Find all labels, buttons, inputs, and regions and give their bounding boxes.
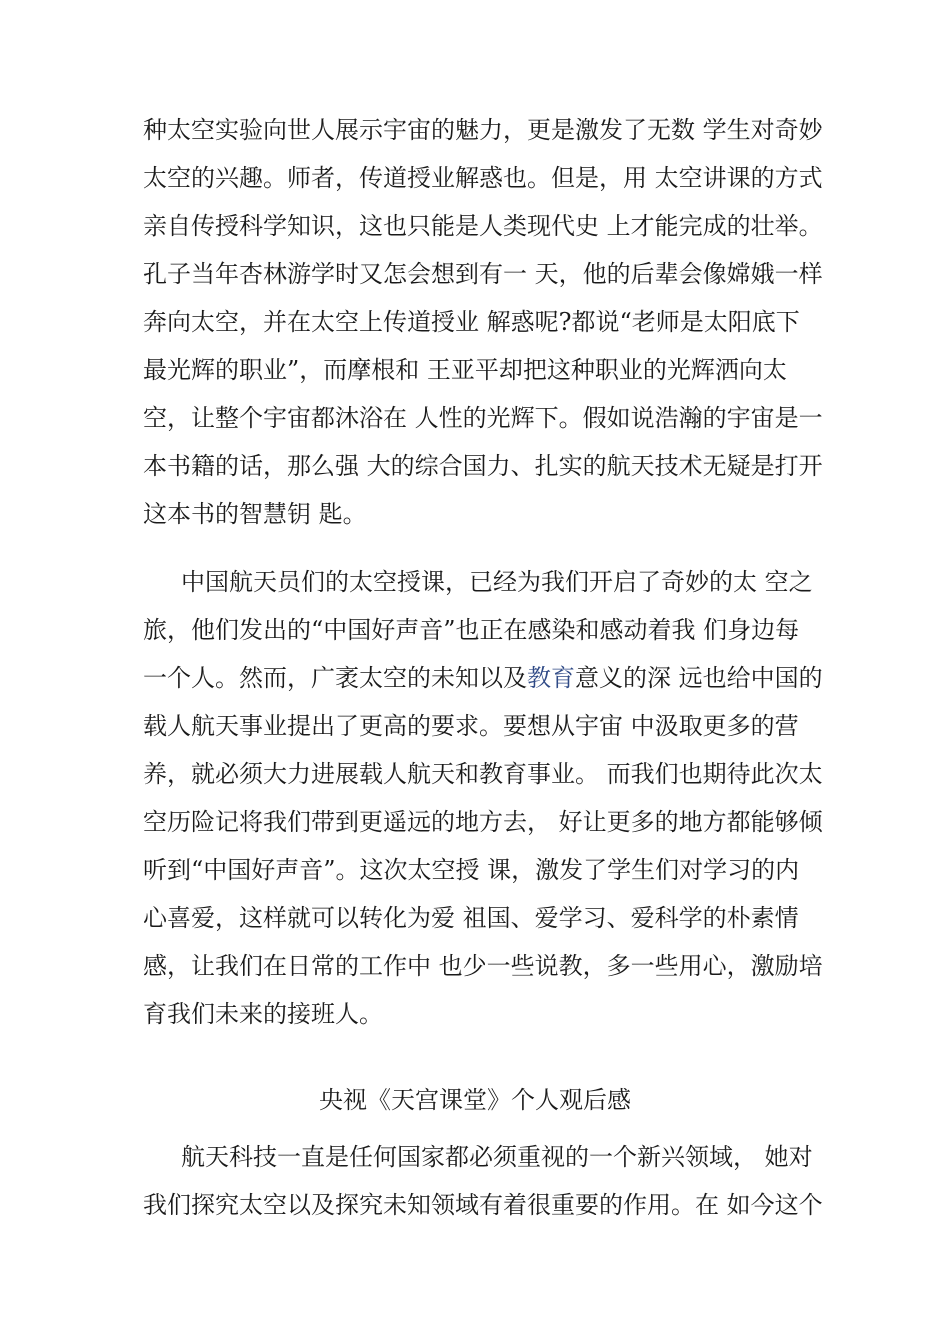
- text-line: 听到“中国好声音”。这次太空授 课，激发了学生们对学习的内: [143, 856, 800, 884]
- text-line: 载人航天事业提出了更高的要求。要想从宇宙 中汲取更多的营: [143, 712, 799, 740]
- text-line: [143, 654, 823, 702]
- text-segment: 意义的深 远也给中国的: [575, 664, 823, 692]
- paragraph-aerospace: [143, 1133, 823, 1229]
- text-line: 航天科技一直是任何国家都必须重视的一个新兴领域， 她对: [181, 1143, 813, 1171]
- text-line: 奔向太空，并在太空上传道授业 解惑呢?都说“老师是太阳底下: [143, 308, 800, 336]
- paragraph-continuation: [143, 106, 823, 538]
- text-segment: 一个人。然而，广袤太空的未知以及: [143, 664, 527, 692]
- paragraph-space-lesson: [143, 558, 823, 1038]
- text-line: 最光辉的职业”，而摩根和 王亚平却把这种职业的光辉洒向太: [143, 356, 787, 384]
- text-line: 我们探究太空以及探究未知领域有着很重要的作用。在 如今这个: [143, 1191, 823, 1219]
- text-line: 本书籍的话，那么强 大的综合国力、扎实的航天技术无疑是打开: [143, 452, 823, 480]
- text-line: 种太空实验向世人展示宇宙的魅力，更是激发了无数 学生对奇妙: [143, 116, 823, 144]
- text-line: 亲自传授科学知识，这也只能是人类现代史 上才能完成的壮举。: [143, 212, 823, 240]
- text-line: 这本书的智慧钥 匙。: [143, 500, 367, 528]
- education-link[interactable]: 教育: [527, 664, 575, 692]
- text-line: 太空的兴趣。师者，传道授业解惑也。但是，用 太空讲课的方式: [143, 164, 823, 192]
- text-line: 养，就必须大力进展载人航天和教育事业。 而我们也期待此次太: [143, 760, 823, 788]
- text-line: 中国航天员们的太空授课，已经为我们开启了奇妙的太 空之: [181, 568, 813, 596]
- text-line: 空，让整个宇宙都沐浴在 人性的光辉下。假如说浩瀚的宇宙是一: [143, 404, 823, 432]
- text-line: 育我们未来的接班人。: [143, 1000, 383, 1028]
- section-heading: 央视《天宫课堂》个人观后感: [319, 1086, 631, 1114]
- text-line: 孔子当年杏林游学时又怎会想到有一 天，他的后辈会像嫦娥一样: [143, 260, 823, 288]
- text-line: 旅，他们发出的“中国好声音”也正在感染和感动着我 们身边每: [143, 616, 800, 644]
- text-line: 感，让我们在日常的工作中 也少一些说教，多一些用心，激励培: [143, 952, 823, 980]
- text-line: 空历险记将我们带到更遥远的地方去， 好让更多的地方都能够倾: [143, 808, 823, 836]
- text-line: 心喜爱，这样就可以转化为爱 祖国、爱学习、爱科学的朴素情: [143, 904, 799, 932]
